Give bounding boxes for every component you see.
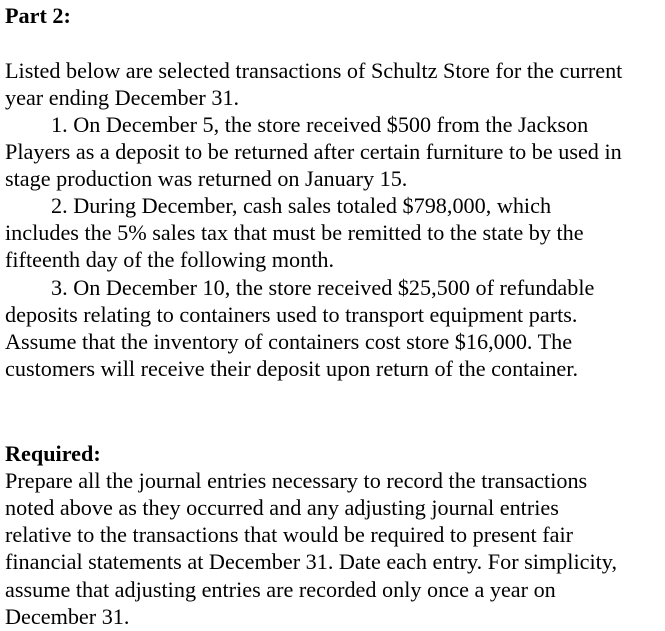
required-line: December 31. [5,604,130,629]
transaction-line: fifteenth day of the following month. [5,247,335,272]
transaction-line: Assume that the inventory of containers cost store $16,000. The [5,329,573,354]
required-line: noted above as they occurred and any adjusting journal entries [5,495,559,520]
transaction-line: customers will receive their deposit upon return of the container. [5,356,578,381]
intro-line: Listed below are selected transactions of Schultz Store for the current [5,58,623,83]
required-line: relative to the transactions that would be required to present fair [5,522,574,547]
transaction-line: stage production was returned on January 15. [5,166,408,191]
required-heading: Required: [5,441,101,466]
required-line: assume that adjusting entries are recorded only once a year on [5,577,556,602]
transaction-line: 1. On December 5, the store received $500 from the Jackson [51,112,589,137]
transaction-line: 3. On December 10, the store received $25,500 of refundable [51,275,595,300]
part-heading: Part 2: [5,3,71,28]
transaction-line: deposits relating to containers used to transport equipment parts. [5,302,578,327]
transaction-line: includes the 5% sales tax that must be remitted to the state by the [5,220,584,245]
required-line: financial statements at December 31. Date each entry. For simplicity, [5,549,617,574]
intro-line: year ending December 31. [5,85,240,110]
required-line: Prepare all the journal entries necessary to record the transactions [5,468,588,493]
transaction-line: 2. During December, cash sales totaled $798,000, which [51,193,552,218]
transaction-line: Players as a deposit to be returned after certain furniture to be used in [5,139,622,164]
